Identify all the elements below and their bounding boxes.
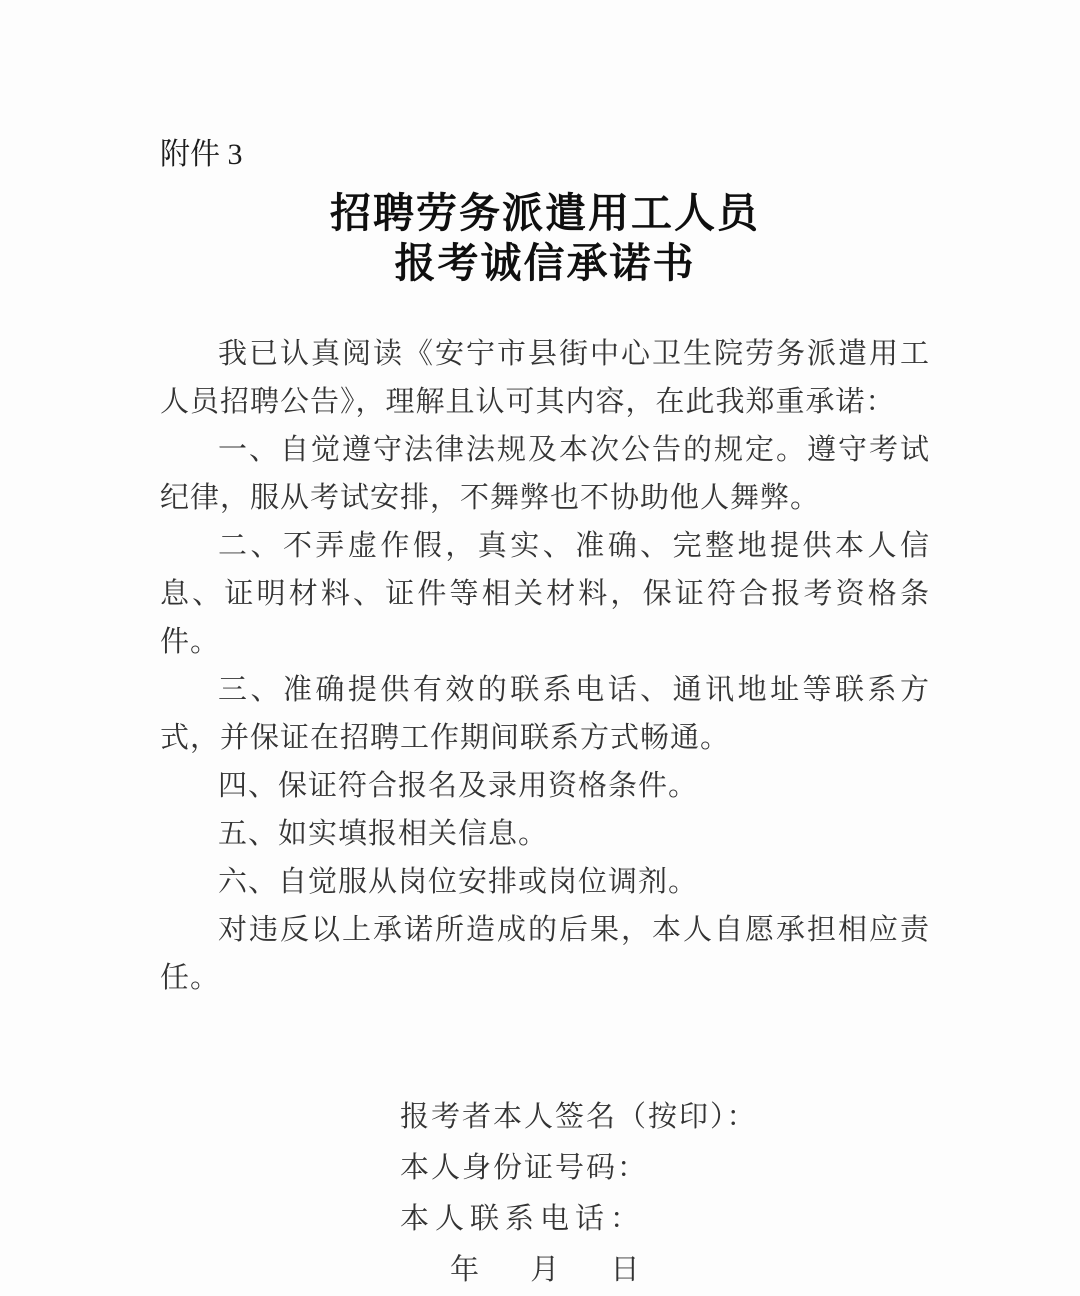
signature-line-phone: 本人联系电话： (400, 1203, 646, 1235)
signature-line-id-number: 本人身份证号码： (400, 1152, 649, 1184)
body-paragraph-item-3: 三、准确提供有效的联系电话、通讯地址等联系方式，并保证在招聘工作期间联系方式畅通。 (160, 674, 930, 754)
body-paragraph-item-2: 二、不弄虚作假，真实、准确、完整地提供本人信息、证明材料、证件等相关材料，保证符合报考资格条件。 (160, 530, 930, 658)
signature-block (400, 1092, 930, 1245)
date-line: 年 月 日 (450, 1254, 640, 1286)
attachment-label: 附件 3 (160, 138, 243, 171)
signature-line-applicant-sign: 报考者本人签名（按印）： (400, 1101, 758, 1133)
body-paragraph-closing: 对违反以上承诺所造成的后果，本人自愿承担相应责任。 (160, 914, 930, 994)
document-body (160, 330, 930, 1002)
body-paragraph-item-1: 一、自觉遵守法律法规及本次公告的规定。遵守考试纪律，服从考试安排，不舞弊也不协助他人舞弊。 (160, 434, 930, 514)
document-title (160, 188, 930, 288)
body-paragraph-item-6: 六、自觉服从岗位安排或岗位调剂。 (218, 866, 699, 898)
body-paragraph-item-5: 五、如实填报相关信息。 (218, 818, 549, 850)
body-paragraph-intro: 我已认真阅读《安宁市县街中心卫生院劳务派遣用工人员招聘公告》，理解且认可其内容，在此我郑重承诺： (160, 338, 930, 418)
body-paragraph-item-4: 四、保证符合报名及录用资格条件。 (218, 770, 699, 802)
document-title-line-2: 报考诚信承诺书 (394, 240, 696, 286)
document-title-line-1: 招聘劳务派遣用工人员 (330, 190, 760, 236)
